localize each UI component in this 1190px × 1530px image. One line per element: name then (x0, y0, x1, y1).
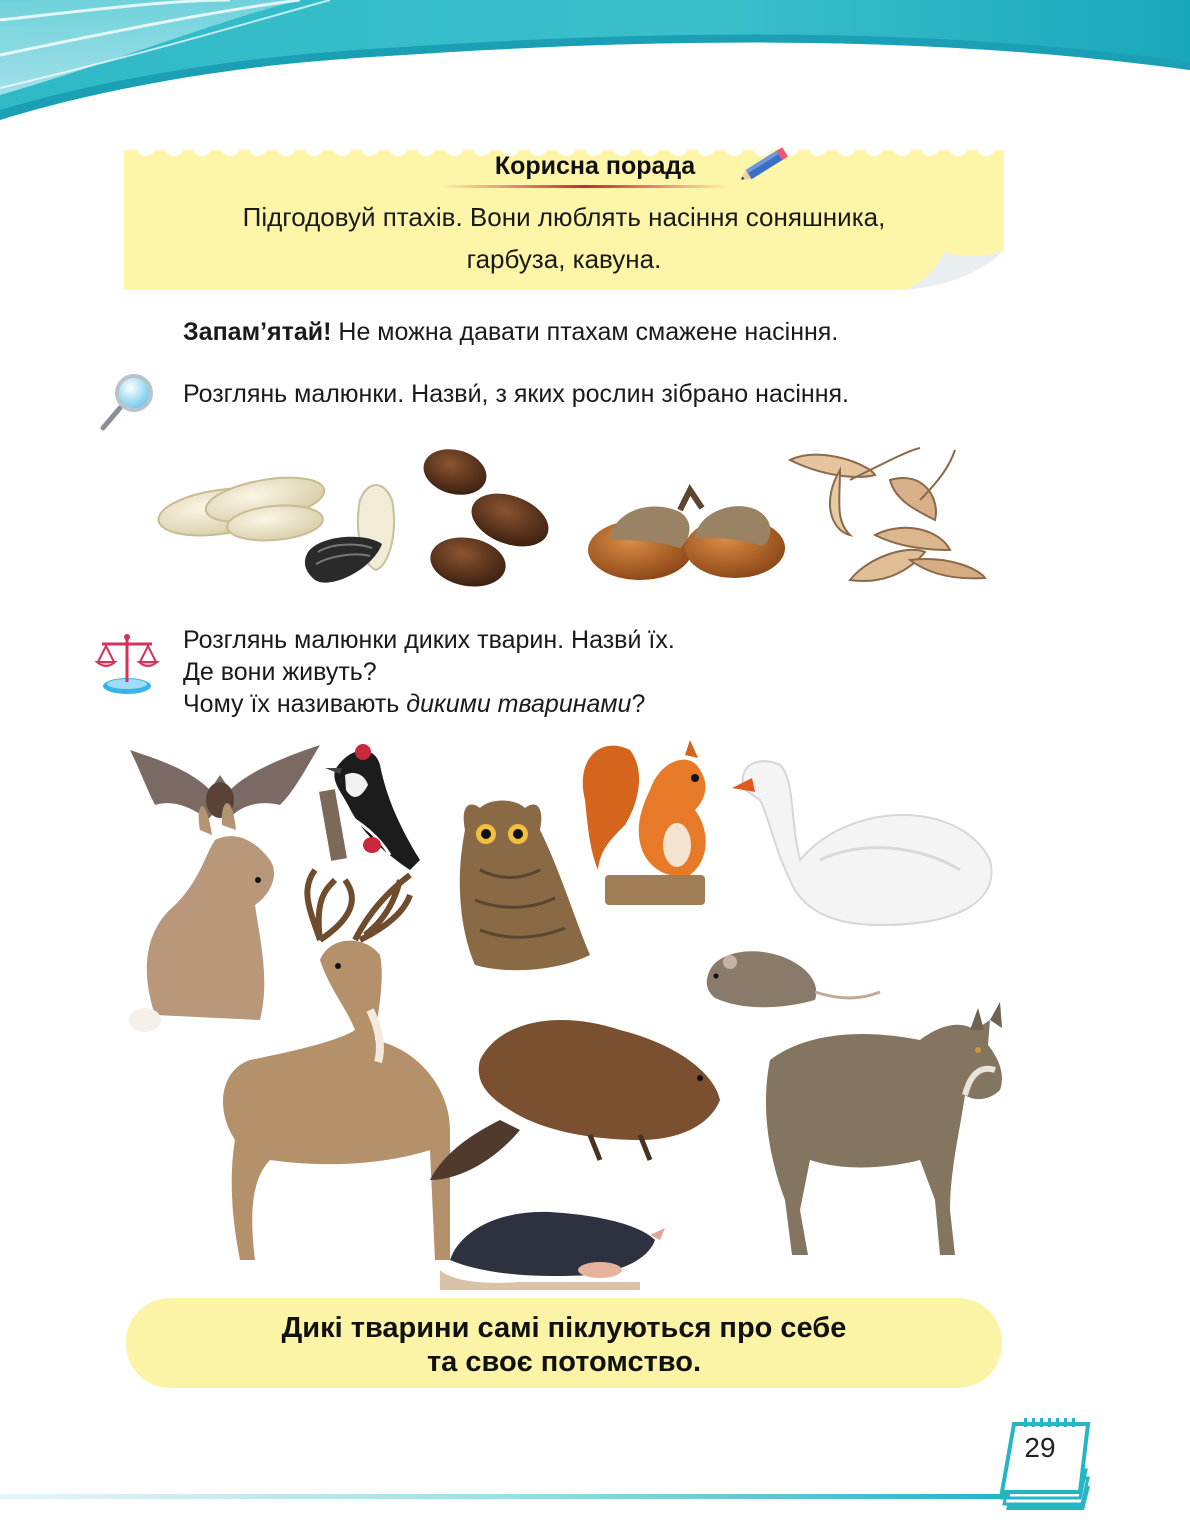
cocoa-beans (418, 442, 555, 592)
mole (440, 1212, 665, 1290)
conclusion-text (126, 1311, 1002, 1379)
tip-title-underline (440, 185, 730, 188)
woodpecker (319, 744, 420, 870)
scales-icon (94, 628, 160, 696)
wolf (766, 1002, 1002, 1255)
top-decorative-band (0, 0, 1190, 140)
pencil-icon (736, 142, 794, 188)
magnifier-icon (98, 372, 156, 432)
acorns (588, 490, 785, 580)
wild-animals-illustration (120, 730, 1020, 1290)
remember-text: Не можна давати птахам смажене насіння. (331, 318, 839, 346)
conclusion-line: Дикі тварини самі піклуються про себе (281, 1312, 847, 1344)
hare (129, 803, 274, 1032)
tip-title: Корисна порада (494, 152, 696, 180)
task-seeds (183, 378, 849, 410)
maple-samaras (790, 448, 985, 581)
mouse (707, 951, 880, 1007)
seeds-illustration (150, 440, 1010, 600)
bottom-decorative-line (0, 1492, 1010, 1502)
conclusion-line: та своє потомство. (426, 1346, 702, 1378)
tip-text-line: Підгодовуй птахів. Вони люблять насіння соняшника, (242, 202, 886, 232)
beaver (430, 1020, 720, 1180)
pumpkin-seeds (156, 470, 328, 544)
tip-text-line: гарбуза, кавуна. (466, 244, 662, 274)
remember-note (183, 318, 838, 347)
task-animals-line: Чому їх називають дикими тваринами? (183, 690, 646, 718)
swan (732, 761, 992, 925)
owl (460, 801, 590, 971)
task-animals-line: Де вони живуть? (183, 658, 377, 686)
task-animals (183, 624, 675, 720)
remember-label: Запам’ятай! (183, 318, 332, 346)
page-number: 29 (1024, 1432, 1056, 1463)
task-animals-line: Розглянь малюнки диких тварин. Назви́ їх. (183, 626, 675, 654)
squirrel (583, 740, 706, 905)
task-seeds-text: Розглянь малюнки. Назви́, з яких рослин зібрано насіння. (183, 380, 850, 408)
tip-text (124, 196, 1004, 280)
